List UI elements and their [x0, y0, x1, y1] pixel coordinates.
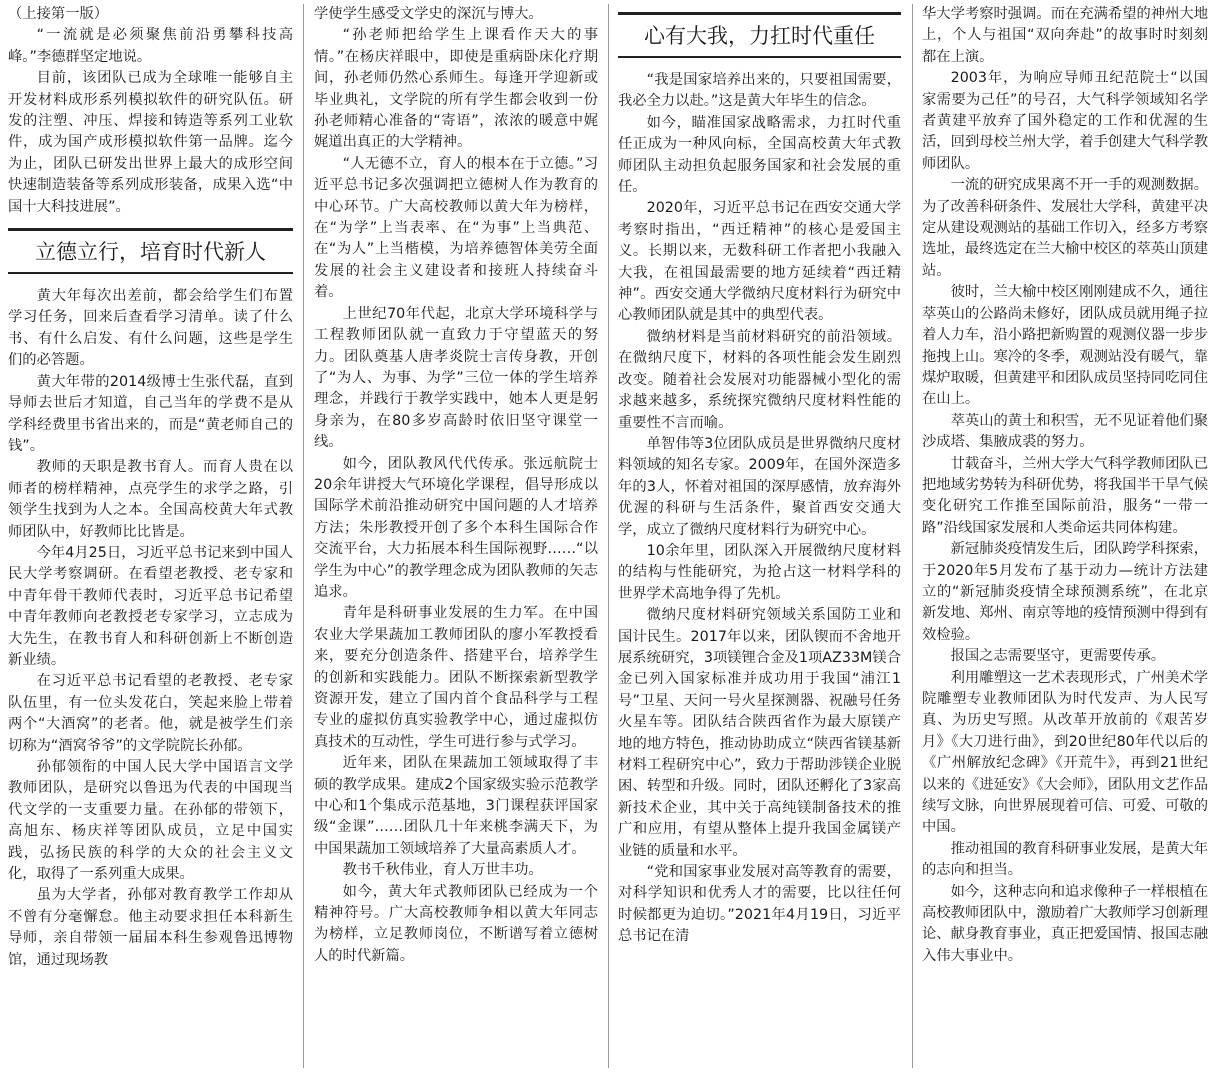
paragraph: 黄大年每次出差前，都会给学生们布置学习任务，回来后查看学习清单。读了什么书、有什么启发、有什么问题，这些是学生们的必答题。 [8, 288, 293, 369]
paragraph: 微纳材料是当前材料研究的前沿领域。在微纳尺度下，材料的各项性能会发生剧烈改变。随着社会发展对功能器械小型化的需求越来越多，系统探究微纳尺度材料性能的重要性不言而喻。 [618, 328, 901, 431]
section-headline-box [618, 12, 901, 58]
paragraph: 新冠肺炎疫情发生后，团队跨学科探索，于2020年5月发布了基于动力—统计方法建立的“新冠肺炎疫情全球预测系统”，在北京新发地、郑州、南京等地的疫情预测中得到有效检验。 [922, 541, 1208, 643]
paragraph: 教师的天职是教书育人。而育人贵在以师者的榜样精神，点亮学生的求学之路，引领学生找到为人之本。全国高校黄大年式教师团队中，好教师比比皆是。 [8, 459, 293, 540]
paragraph: 廿载奋斗，兰州大学大气科学教师团队已把地域劣势转为科研优势，将我国半干旱气候变化研究工作推至国际前沿，服务“一带一路”沿线国家发展和人类命运共同体构建。 [922, 455, 1208, 536]
paragraph: 报国之志需要坚守，更需要传承。 [950, 648, 1166, 665]
paragraph: 如今，这种志向和追求像种子一样根植在高校教师团队中，激励着广大教师学习创新理论、献身教育事业，真正把爱国情、报国志融入伟大事业中。 [922, 883, 1208, 964]
paragraph: 利用雕塑这一艺术表现形式，广州美术学院雕塑专业教师团队为时代发声、为人民写真、为历史写照。从改革开放前的《艰苦岁月》《大刀进行曲》，到20世纪80年代以后的《广州解放纪念碑》《开荒牛》，再到21世纪以来的《进延安》《大会师》，团队用文艺作品续写文脉，向世界展现着可信、可爱、可敬的中国。 [922, 669, 1208, 836]
article-column-1 [8, 4, 293, 1074]
paragraph-continued: 学使学生感受文学史的深沉与博大。 [314, 6, 543, 22]
paragraph: 如今，黄大年式教师团队已经成为一个精神符号。广大高校教师争相以黄大年同志为榜样，立足教师岗位，不断谱写着立德树人的时代新篇。 [314, 883, 598, 964]
paragraph: 2003年，为响应导师丑纪范院士“以国家需要为己任”的号召，大气科学领域知名学者黄建平放弃了国外稳定的工作和优渥的生活，回到母校兰州大学，着手创建大气科学教师团队。 [922, 70, 1208, 172]
paragraph: 在习近平总书记看望的老教授、老专家队伍里，有一位头发花白，笑起来脸上带着两个“大酒窝”的老者。他，就是被学生们亲切称为“酒窝爷爷”的文学院院长孙郁。 [8, 673, 293, 754]
paragraph: 单智伟等3位团队成员是世界微纳尺度材料领域的知名专家。2009年，在国外深造多年的3人，怀着对祖国的深厚感情，放弃海外优渥的科研与生活条件，聚首西安交通大学，成立了微纳尺度材料行为研究中心。 [618, 435, 901, 538]
paragraph: “人无德不立，育人的根本在于立德。”习近平总书记多次强调把立德树人作为教育的中心环节。广大高校教师以黄大年为榜样，在“为学”上当表率、在“为事”上当典范、在“为人”上当楷模，为培养德智体美劳全面发展的社会主义建设者和接班人持续奋斗着。 [314, 155, 598, 301]
paragraph: 10余年里，团队深入开展微纳尺度材料的结构与性能研究，为抢占这一材料学科的世界学术高地争得了先机。 [618, 542, 901, 602]
column-divider [303, 4, 304, 1068]
section-headline-box [8, 228, 293, 274]
paragraph: 上世纪70年代起，北京大学环境科学与工程教师团队就一直致力于守望蓝天的努力。团队奠基人唐孝炎院士言传身教，开创了“为人、为事、为学”三位一体的学生培养理念，并践行于教学实践中，她本人更是躬身亲为，在80多岁高龄时依旧坚守课堂一线。 [314, 305, 598, 451]
article-column-3 [618, 4, 901, 1074]
paragraph: 虽为大学者，孙郁对教育教学工作却从不曾有分毫懈怠。他主动要求担任本科新生导师，亲自带领一届届本科生参观鲁迅博物馆，通过现场教 [8, 887, 293, 968]
section-headline: 心有大我，力扛时代重任 [644, 24, 875, 48]
paragraph: 如今，瞄准国家战略需求，力扛时代重任正成为一种风向标，全国高校黄大年式教师团队主动担负起服务国家和社会发展的重任。 [618, 114, 901, 196]
paragraph: “一流就是必须聚焦前沿勇攀科技高峰。”李德群坚定地说。 [8, 27, 293, 65]
paragraph: “党和国家事业发展对高等教育的需要，对科学知识和优秀人才的需要，比以往任何时候都更为迫切。”2021年4月19日，习近平总书记在清 [618, 864, 901, 945]
paragraph: 青年是科研事业发展的生力军。在中国农业大学果蔬加工教师团队的廖小军教授看来，要充分创造条件、搭建平台，培养学生的创新和实践能力。团队不断探索新型教学资源开发，建立了国内首个食品科学与工程专业的虚拟仿真实验教学中心，通过虚拟仿真技术的互动性，学生可进行参与式学习。 [314, 605, 598, 750]
article-column-4 [922, 4, 1208, 1074]
paragraph: 孙郁领衔的中国人民大学中国语言文学教师团队，是研究以鲁迅为代表的中国现当代文学的一支重要力量。在孙郁的带领下，高旭东、杨庆祥等团队成员，立足中国实践，弘扬民族的科学的大众的社会主义文化，取得了一系列重大成果。 [8, 759, 293, 883]
paragraph: 今年4月25日，习近平总书记来到中国人民大学考察调研。在看望老教授、老专家和中青年骨干教师代表时，习近平总书记希望中青年教师向老教授老专家学习，立志成为大先生，在教书育人和科研创新上不断创造新业绩。 [8, 544, 293, 668]
column-divider [608, 4, 609, 1068]
paragraph: 萃英山的黄土和积雪，无不见证着他们聚沙成塔、集腋成裘的努力。 [922, 412, 1208, 451]
paragraph: 教书千秋伟业，育人万世丰功。 [342, 862, 543, 879]
article-column-2 [314, 4, 598, 1074]
paragraph: 黄大年带的2014级博士生张代磊，直到导师去世后才知道，自己当年的学费不是从学科经费里书省出来的，而是“黄老师自己的钱”。 [8, 373, 293, 454]
paragraph: “我是国家培养出来的，只要祖国需要，我必全力以赴。”这是黄大年毕生的信念。 [618, 72, 901, 110]
paragraph: 微纳尺度材料研究领域关系国防工业和国计民生。2017年以来，团队锲而不舍地开展系统研究，3项镁锂合金及1项AZ33M镁合金已列入国家标准并成功用于我国“浦江1号”卫星、天问一号火星探测器、祝融号任务火星车等。团队结合陕西省作为最大原镁产地的地方特色，推动协助成立“陕西省镁基新材料工程研究中心”，致力于帮助涉镁企业脱困、转型和升级。同时，团队还孵化了3家高新技术企业，其中关于高纯镁制备技术的推广和应用，有望从整体上提升我国金属镁产业链的质量和水平。 [618, 607, 901, 859]
paragraph: 彼时，兰大榆中校区刚刚建成不久，通往萃英山的公路尚未修好，团队成员就用绳子拉着人力车，沿小路把新购置的观测仪器一步步拖拽上山。寒冷的冬季，观测站没有暖气，靠煤炉取暖，但黄建平和团队成员坚持同吃同住在山上。 [922, 284, 1208, 408]
paragraph-continued: 华大学考察时强调。而在充满希望的神州大地上，个人与祖国“双向奔赴”的故事时时刻刻都在上演。 [922, 6, 1208, 65]
paragraph: 一流的研究成果离不开一手的观测数据。为了改善科研条件、发展壮大学科，黄建平决定从建设观测站的基础工作切入，经多方考察选址，最终选定在兰大榆中校区的萃英山顶建站。 [922, 177, 1208, 279]
continuation-note: （上接第一版） [8, 6, 109, 22]
column-divider [912, 4, 913, 1068]
paragraph: 如今，团队教风代代传承。张远航院士20余年讲授大气环境化学课程，倡导形成以国际学术前沿推动研究中国问题的人才培养方法；朱彤教授开创了多个本科生国际合作交流平台，大力拓展本科生国际视野……“以学生为中心”的教学理念成为团队教师的矢志追求。 [314, 455, 598, 600]
paragraph: 推动祖国的教育科研事业发展，是黄大年的志向和担当。 [922, 840, 1208, 879]
section-headline: 立德立行，培育时代新人 [35, 240, 266, 265]
paragraph: “孙老师把给学生上课看作天大的事情。”在杨庆祥眼中，即使是重病卧床化疗期间，孙老师仍然心系师生。每逢开学迎新或毕业典礼，文学院的所有学生都会收到一份孙老师精心准备的“寄语”，浓浓的暖意中娓娓道出真正的大学精神。 [314, 27, 598, 151]
paragraph: 2020年，习近平总书记在西安交通大学考察时指出，“西迁精神”的核心是爱国主义。长期以来，无数科研工作者把小我融入大我，在祖国最需要的地方延续着“西迁精神”。西安交通大学微纳尺度材料行为研究中心教师团队就是其中的典型代表。 [618, 200, 901, 324]
paragraph: 目前，该团队已成为全球唯一能够自主开发材料成形系列模拟软件的研究队伍。研发的注塑、冲压、焊接和铸造等系列工业软件，成为国产成形模拟软件第一品牌。迄今为止，团队已研发出世界上最大的成形空间快速制造装备等系列成形装备，成果入选“中国十大科技进展”。 [8, 70, 293, 215]
paragraph: 近年来，团队在果蔬加工领域取得了丰硕的教学成果。建成2个国家级实验示范教学中心和1个集成示范基地，3门课程获评国家级“金课”……团队几十年来桃李满天下，为中国果蔬加工领域培养了大量高素质人才。 [314, 755, 598, 857]
